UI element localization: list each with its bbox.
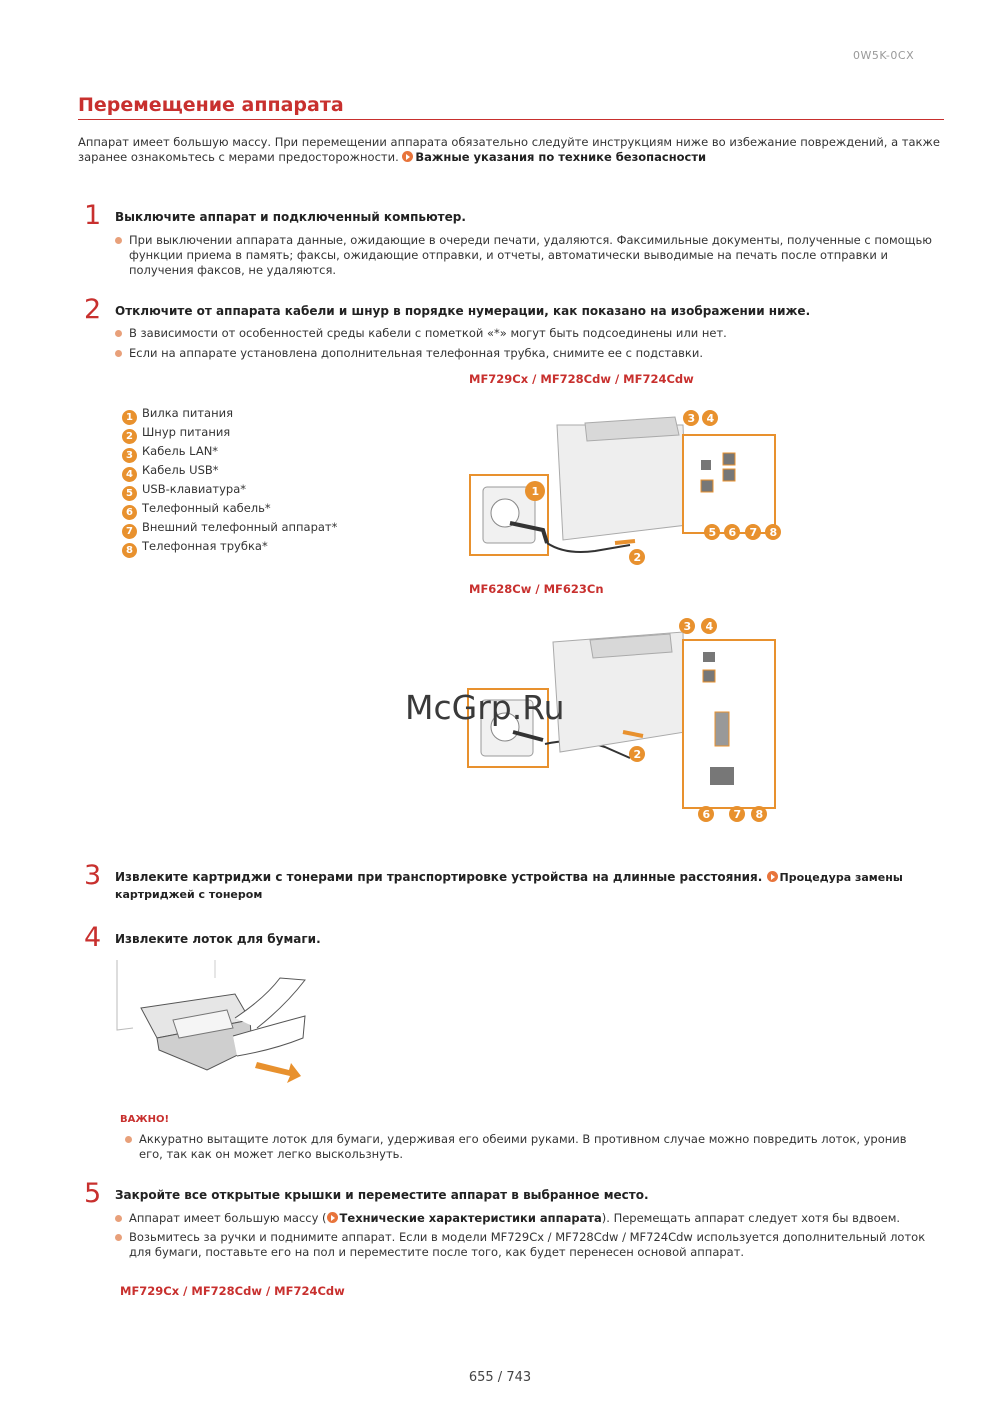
cable-illustration-a: [465, 405, 795, 565]
step-number-5: 5: [84, 1178, 102, 1209]
link-arrow-icon: [327, 1212, 338, 1223]
svg-text:4: 4: [705, 620, 714, 633]
safety-link[interactable]: Важные указания по технике безопасности: [402, 150, 706, 164]
svg-text:6: 6: [728, 526, 737, 539]
step-5-text: Закройте все открытые крышки и переместите аппарат в выбранное место.: [115, 1188, 649, 1202]
step-3-text: Извлеките картриджи с тонерами при транспортировке устройства на длинные расстояния. Процедура замены картриджей с тонером: [115, 870, 903, 901]
model-label-b: MF628Cw / MF623Cn: [469, 582, 604, 596]
svg-text:2: 2: [633, 551, 642, 564]
legend-item: 5 USB-клавиатура*: [122, 480, 246, 498]
svg-text:5: 5: [708, 526, 717, 539]
toner-link[interactable]: Процедура замены картриджей с тонером: [115, 871, 903, 901]
step-number-3: 3: [84, 860, 102, 891]
important-label: ВАЖНО!: [120, 1114, 170, 1125]
specs-link[interactable]: Технические характеристики аппарата: [327, 1211, 602, 1225]
legend-item: 6 Телефонный кабель*: [122, 499, 271, 517]
page-number: 655 / 743: [468, 1370, 532, 1385]
step-number-4: 4: [84, 922, 102, 953]
legend-item: 3 Кабель LAN*: [122, 442, 218, 460]
paper-tray-illustration: [115, 958, 315, 1088]
svg-text:2: 2: [633, 748, 642, 761]
step-2-bullet-2: Если на аппарате установлена дополнительная телефонная трубка, снимите ее с подставки.: [115, 346, 939, 361]
intro-text: Аппарат имеет большую массу. При перемещении аппарата обязательно следуйте инструкциям ниже во избежание повреждений, а также заранее ознакомьтесь с мерами предосторожности.: [78, 135, 940, 164]
document-id: 0W5K-0CX: [853, 49, 915, 62]
step-2-bullet-1: В зависимости от особенностей среды кабели с пометкой «*» могут быть подсоединены или нет.: [115, 326, 939, 341]
model-label-a-bottom: MF729Cx / MF728Cdw / MF724Cdw: [120, 1284, 345, 1298]
step-number-2: 2: [84, 294, 102, 325]
legend-item: 8 Телефонная трубка*: [122, 537, 268, 555]
link-arrow-icon: [402, 151, 413, 162]
step-5-bullet-1: Аппарат имеет большую массу ( Технические характеристики аппарата). Перемещать аппарат следует хотя бы вдвоем.: [115, 1211, 959, 1226]
legend-item: 4 Кабель USB*: [122, 461, 219, 479]
step-5-bullet-2: Возьмитесь за ручки и поднимите аппарат. Если в модели MF729Cx / MF728Cdw / MF724Cdw используется дополнительный лоток для бумаги, поставьте его на пол и переместите после того, как будет перенесен основой аппарат.: [115, 1230, 949, 1260]
legend-item: 1 Вилка питания: [122, 404, 233, 422]
step-number-1: 1: [84, 200, 102, 231]
title-divider: [78, 119, 944, 120]
svg-text:8: 8: [769, 526, 778, 539]
step-1-bullet: При выключении аппарата данные, ожидающие в очереди печати, удаляются. Факсимильные документы, полученные с помощью функции приема в память; факсы, ожидающие отправки, и отчеты, автоматически выводимые на печать после отправки и получения факсов, не удаляются.: [115, 233, 939, 278]
watermark: McGrp.Ru: [405, 688, 565, 727]
link-arrow-icon: [767, 871, 778, 882]
legend-item: 7 Внешний телефонный аппарат*: [122, 518, 337, 536]
step-2-text: Отключите от аппарата кабели и шнур в порядке нумерации, как показано на изображении ниже.: [115, 304, 811, 318]
intro-paragraph: [78, 135, 944, 165]
step-4-text: Извлеките лоток для бумаги.: [115, 932, 321, 946]
page-title: Перемещение аппарата: [78, 94, 344, 116]
important-text: Аккуратно вытащите лоток для бумаги, удерживая его обеими руками. В противном случае можно повредить лоток, уронив его, так как он может легко выскользнуть.: [125, 1132, 919, 1162]
svg-text:7: 7: [749, 526, 758, 539]
svg-text:4: 4: [706, 412, 715, 425]
svg-text:3: 3: [683, 620, 692, 633]
svg-text:1: 1: [531, 485, 540, 498]
svg-text:3: 3: [687, 412, 696, 425]
svg-text:6: 6: [702, 808, 711, 821]
model-label-a: MF729Cx / MF728Cdw / MF724Cdw: [469, 372, 694, 386]
svg-text:8: 8: [755, 808, 764, 821]
step-1-text: Выключите аппарат и подключенный компьютер.: [115, 210, 466, 224]
svg-text:7: 7: [733, 808, 742, 821]
legend-item: 2 Шнур питания: [122, 423, 230, 441]
